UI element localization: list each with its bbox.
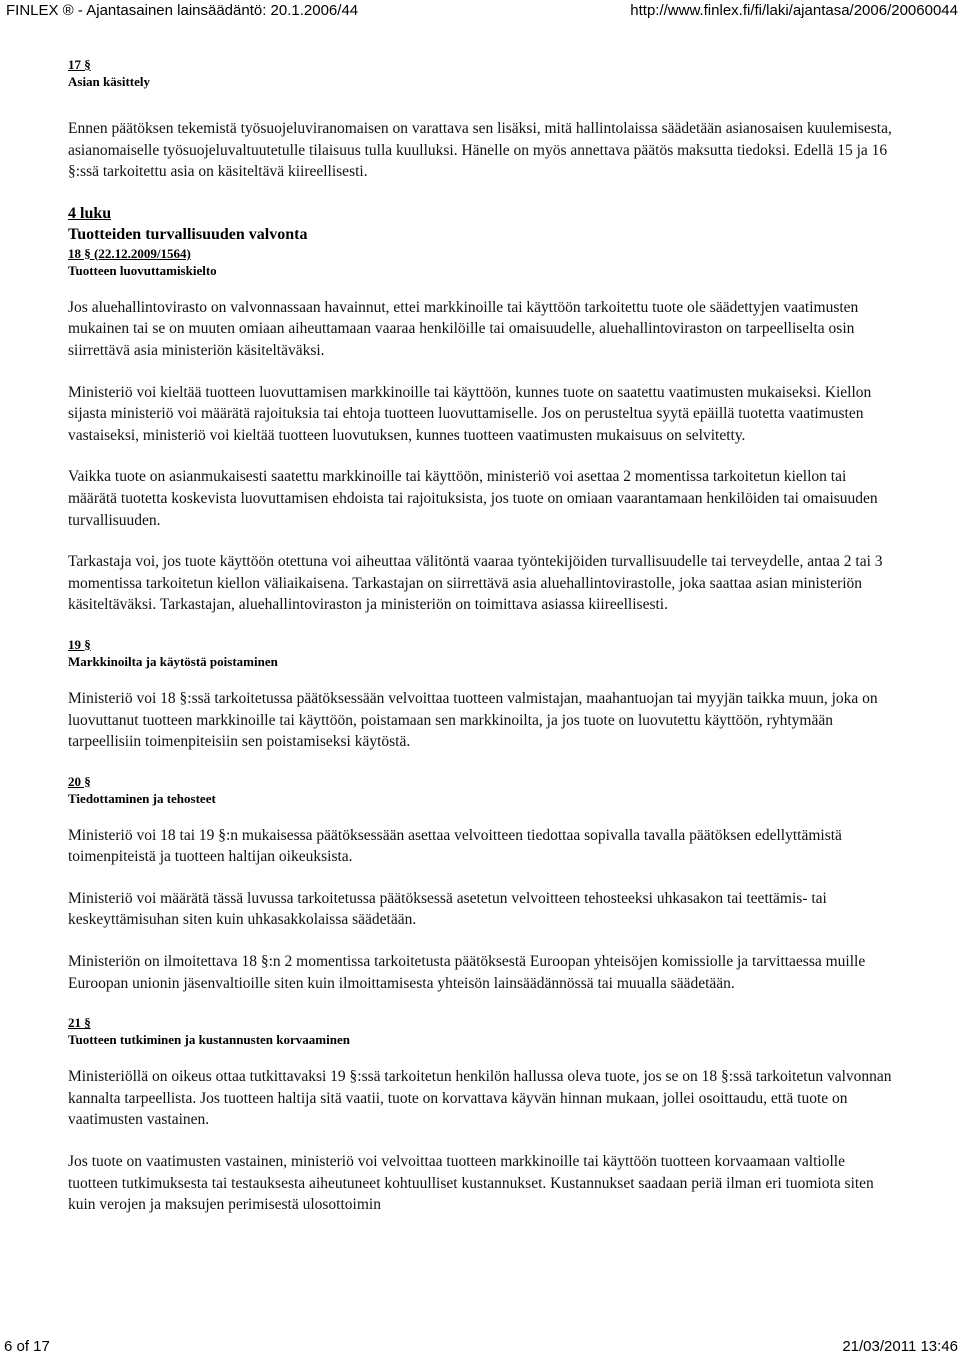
section-19-paragraph-1: Ministeriö voi 18 §:ssä tarkoitetussa päätöksessään velvoittaa tuotteen valmistajan, maahantuojan tai myyjän taikka muun, joka on luovuttanut tuotteen markkinoille tai käyttöön, poistamaan sen markkinoilta, ja jos tuote on luovutettu käyttöön, ryhtymään tarpeellisiin toimenpiteisiin sen poistamiseksi käytöstä. — [68, 689, 878, 751]
section-20-title: Tiedottaminen ja tehosteet — [68, 790, 216, 806]
law-content — [68, 56, 894, 1216]
header-url: http://www.finlex.fi/fi/laki/ajantasa/2006/20060044 — [630, 2, 958, 19]
header-title: FINLEX ® - Ajantasainen lainsäädäntö: 20.1.2006/44 — [6, 2, 359, 19]
chapter-4-number[interactable]: 4 luku — [68, 204, 112, 222]
page-counter: 6 of 17 — [4, 1338, 50, 1355]
section-20-number[interactable]: 20 § — [68, 773, 91, 789]
section-18-paragraph-4: Tarkastaja voi, jos tuote käyttöön otettuna voi aiheuttaa välitöntä vaaraa työntekijöiden turvallisuudelle tai terveydelle, antaa 2 tai 3 momentissa tarkoitetun kiellon väliaikaisena. Tarkastajan on siirrettävä asia aluehallintovirastolle, joka saattaa asian ministeriön käsiteltäväksi. Tarkastajan, aluehallintoviraston ja ministeriön on toimittava asiassa kiireellisesti. — [68, 553, 883, 614]
chapter-4-title: Tuotteiden turvallisuuden valvonta — [68, 225, 308, 243]
section-17-title: Asian käsittely — [68, 74, 150, 89]
section-17-paragraph-1: Ennen päätöksen tekemistä työsuojeluviranomaisen on varattava sen lisäksi, mitä hallintolaissa säädetään asianosaisen kuulemisesta, asianomaiselle työsuojeluvaltuutetulle tilaisuus tulla kuulluksi. Hänelle on myös annettava päätös maksutta tiedoksi. Edellä 15 ja 16 §:ssä tarkoitettu asia on käsiteltävä kiireellisesti. — [68, 120, 892, 181]
section-18-number[interactable]: 18 § (22.12.2009/1564) — [68, 245, 191, 261]
section-18-paragraph-2: Ministeriö voi kieltää tuotteen luovuttamisen markkinoille tai käyttöön, kunnes tuote on saatettu vaatimusten mukaiseksi. Kiellon sijasta ministeriö voi määrätä rajoituksia tai ehtoja tuotteen luovuttamiselle. Jos on perusteltua syytä epäillä tuotetta vaatimusten vastaiseksi, ministeriö voi kieltää tuotteen luovutuksen, kunnes tuotteen vaatimusten mukaisuus on selvitetty. — [68, 383, 872, 444]
section-18-paragraph-3: Vaikka tuote on asianmukaisesti saatettu markkinoille tai käyttöön, ministeriö voi asettaa 2 momentissa tarkoitetun kiellon tai määrätä tuotetta koskevista luovuttamisen ehdoista tai rajoituksista, jos tuote on omiaan vaarantamaan henkilöiden tai omaisuuden turvallisuuden. — [68, 468, 878, 529]
section-17-number[interactable]: 17 § — [68, 57, 91, 72]
section-21-title: Tuotteen tutkiminen ja kustannusten korvaaminen — [68, 1032, 350, 1048]
print-header — [0, 0, 960, 22]
section-19-number[interactable]: 19 § — [68, 636, 91, 652]
print-footer — [0, 1338, 960, 1357]
section-20-paragraph-3: Ministeriön on ilmoitettava 18 §:n 2 momentissa tarkoitetusta päätöksestä Euroopan yhteisöjen komissiolle ja tarvittaessa muille Euroopan unionin jäsenvaltioille siten kuin ilmoittamisesta yhteisön lainsäädännössä tai muualla säädetään. — [68, 953, 866, 992]
section-21-paragraph-2: Jos tuote on vaatimusten vastainen, ministeriö voi velvoittaa tuotteen markkinoille tai käyttöön tuotteen korvaamaan valtiolle tuotteen tutkimuksesta tai testauksesta aiheutuneet kohtuulliset kustannukset. Kustannukset saadaan periä ilman eri tuomiota siten kuin verojen ja maksujen perimisestä ulosottoimin — [68, 1153, 874, 1214]
section-21-paragraph-1: Ministeriöllä on oikeus ottaa tutkittavaksi 19 §:ssä tarkoitetun henkilön hallussa oleva tuote, jos se on 18 §:ssä tarkoitetun valvonnan kannalta tarpeellista. Jos tuotteen haltija sitä vaatii, tuote on korvattava käyvän hinnan mukaan, jollei osoittaudu, että tuote on vaatimusten vastainen. — [68, 1068, 892, 1129]
section-18-paragraph-1: Jos aluehallintovirasto on valvonnassaan havainnut, ettei markkinoille tai käyttöön tarkoitettu tuote ole säädettyjen vaatimusten mukainen tai se on muuten omiaan aiheuttamaan vaaraa henkilöille tai omaisuudelle, aluehallintoviraston on tarpeelliselta osin siirrettävä asia ministeriön käsiteltäväksi. — [68, 298, 859, 359]
section-21-number[interactable]: 21 § — [68, 1015, 91, 1031]
print-datetime: 21/03/2011 13:46 — [842, 1338, 958, 1355]
section-20-paragraph-1: Ministeriö voi 18 tai 19 §:n mukaisessa päätöksessään asettaa velvoitteen tiedottaa sopivalla tavalla päätöksen edellyttämistä toimenpiteistä ja tuotteen haltijan oikeuksista. — [68, 826, 842, 866]
section-20-paragraph-2: Ministeriö voi määrätä tässä luvussa tarkoitetussa päätöksessä asetetun velvoitteen tehosteeksi uhkasakon tai teettämis- tai keskeyttämisuhan siten kuin uhkasakkolaissa säädetään. — [68, 889, 827, 929]
section-19-title: Markkinoilta ja käytöstä poistaminen — [68, 653, 278, 669]
section-18-title: Tuotteen luovuttamiskielto — [68, 262, 217, 278]
